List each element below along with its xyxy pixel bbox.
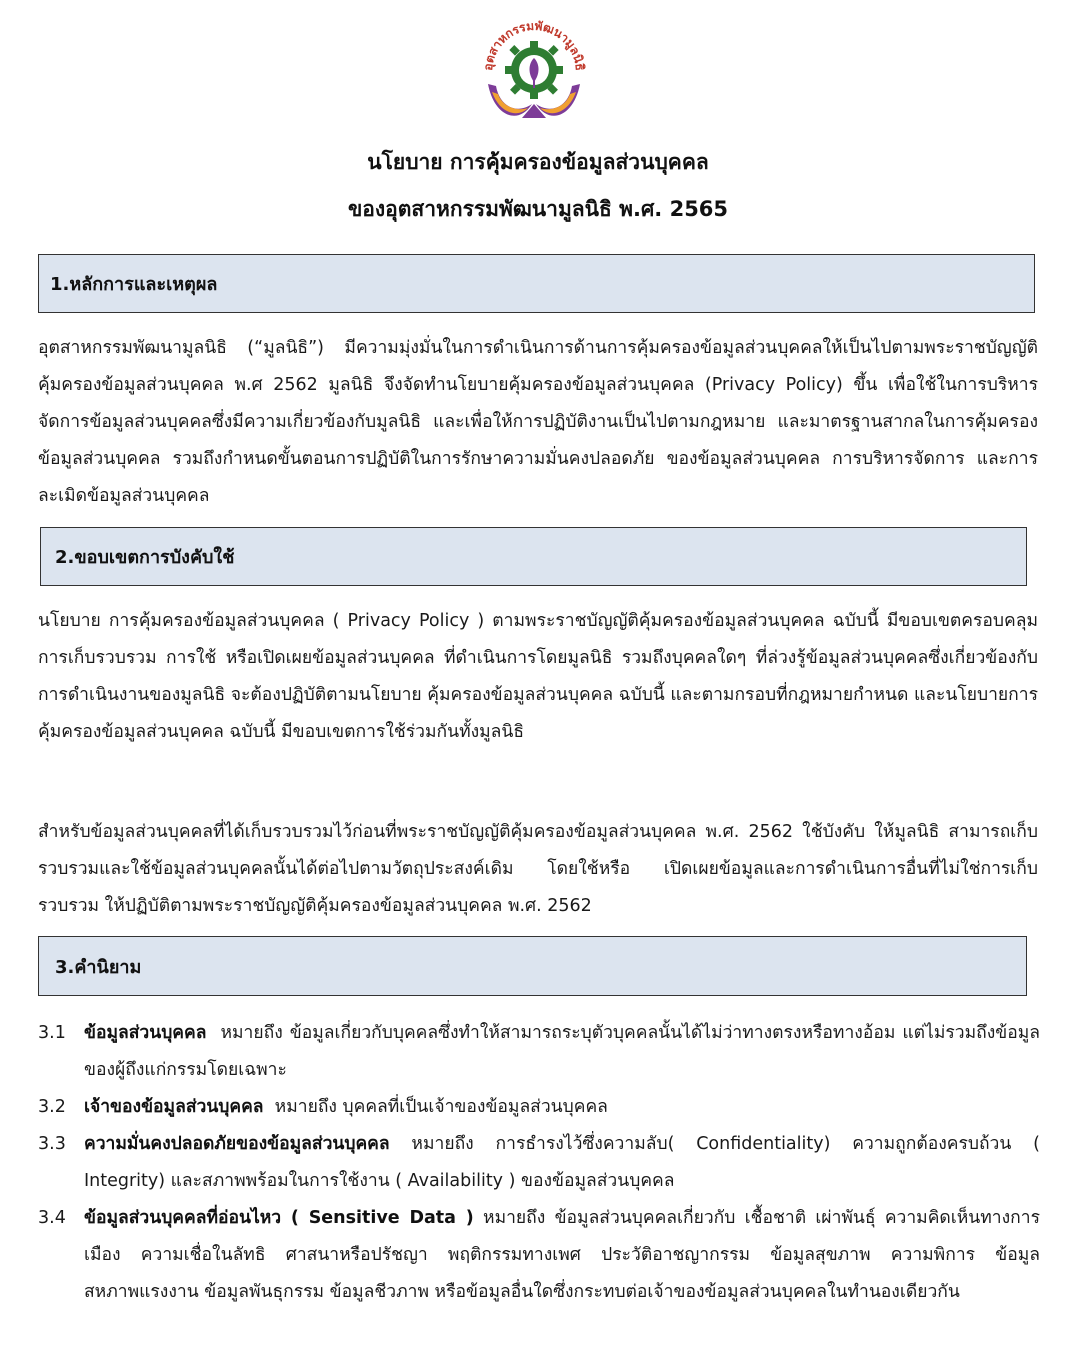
scope-paragraph-1: นโยบาย การคุ้มครองข้อมูลส่วนบุคคล ( Privacy Policy ) ตามพระราชบัญญัติคุ้มครองข้อมูลส่วนบุคคล ฉบับนี้ มีขอบเขตครอบคลุม การเก็บรวบรวม การใช้ หรือเปิดเผยข้อมูลส่วนบุคคล ที่ดำเนินการโดยมูลนิธิ รวมถึงบุคคลใดๆ ที่ล่วงรู้ข้อมูลส่วนบุคคลซึ่งเกี่ยวข้องกับการดำเนินงานของมูลนิธิ จะต้องปฏิบัติตามนโยบาย คุ้มครองข้อมูลส่วนบุคคล ฉบับนี้ และตามกรอบที่กฎหมายกำหนด และนโยบายการคุ้มครองข้อมูลส่วนบุคคล ฉบับนี้ มีขอบเขตการใช้ร่วมกันทั้งมูลนิธิ [38, 611, 1038, 742]
definition-term: เจ้าของข้อมูลส่วนบุคคล [84, 1097, 264, 1117]
definition-item [38, 1015, 1040, 1089]
definition-term: ข้อมูลส่วนบุคคลที่อ่อนไหว ( Sensitive Data ) [84, 1208, 474, 1228]
definition-item [38, 1200, 1040, 1311]
section-heading: 3.คำนิยาม [55, 956, 142, 978]
definition-item [38, 1089, 1040, 1126]
definition-text: หมายถึง การธำรงไว้ซึ่งความลับ( Confidentiality) ความถูกต้องครบถ้วน ( Integrity) และสภาพพร้อมในการใช้งาน ( Availability ) ของข้อมูลส่วนบุคคล [84, 1134, 1040, 1191]
definition-number: 3.4 [38, 1208, 66, 1228]
definition-term: ความมั่นคงปลอดภัยของข้อมูลส่วนบุคคล [84, 1134, 390, 1154]
definition-term: ข้อมูลส่วนบุคคล [84, 1023, 207, 1043]
page-title-line2: ของอุตสาหกรรมพัฒนามูลนิธิ พ.ศ. 2565 [347, 197, 729, 221]
definition-text: หมายถึง บุคคลที่เป็นเจ้าของข้อมูลส่วนบุคคล [274, 1097, 608, 1117]
principles-paragraph: อุตสาหกรรมพัฒนามูลนิธิ (“มูลนิธิ”) มีความมุ่งมั่นในการดำเนินการด้านการคุ้มครองข้อมูลส่วนบุคคลให้เป็นไปตามพระราชบัญญัติคุ้มครองข้อมูลส่วนบุคคล พ.ศ 2562 มูลนิธิ จึงจัดทำนโยบายคุ้มครองข้อมูลส่วนบุคคล (Privacy Policy) ขึ้น เพื่อใช้ในการบริหารจัดการข้อมูลส่วนบุคคลซึ่งมีความเกี่ยวข้องกับมูลนิธิ และเพื่อให้การปฏิบัติงานเป็นไปตามกฎหมาย และมาตรฐานสากลในการคุ้มครองข้อมูลส่วนบุคคล รวมถึงกำหนดขั้นตอนการปฏิบัติในการรักษาความมั่นคงปลอดภัย ของข้อมูลส่วนบุคคล การบริหารจัดการ และการละเมิดข้อมูลส่วนบุคคล [38, 338, 1038, 506]
page-title-line1: นโยบาย การคุ้มครองข้อมูลส่วนบุคคล [367, 150, 709, 174]
definition-number: 3.2 [38, 1097, 66, 1117]
section-header-scope [40, 527, 1027, 586]
definitions-list [38, 1015, 1040, 1311]
definition-number: 3.3 [38, 1134, 66, 1154]
section-heading: 2.ขอบเขตการบังคับใช้ [55, 547, 235, 568]
definition-text: หมายถึง ข้อมูลเกี่ยวกับบุคคลซึ่งทำให้สามารถระบุตัวบุคคลนั้นได้ไม่ว่าทางตรงหรือทางอ้อม แต่ไม่รวมถึงข้อมูลของผู้ถึงแก่กรรมโดยเฉพาะ [84, 1023, 1040, 1080]
section-header-definitions [38, 936, 1027, 996]
section-header-principles [38, 254, 1035, 313]
scope-paragraph-2: สำหรับข้อมูลส่วนบุคคลที่ได้เก็บรวบรวมไว้ก่อนที่พระราชบัญญัติคุ้มครองข้อมูลส่วนบุคคล พ.ศ. 2562 ใช้บังคับ ให้มูลนิธิ สามารถเก็บรวบรวมและใช้ข้อมูลส่วนบุคคลนั้นได้ต่อไปตามวัตถุประสงค์เดิม โดยใช้หรือ เปิดเผยข้อมูลและการดำเนินการอื่นที่ไม่ใช่การเก็บรวบรวม ให้ปฏิบัติตามพระราชบัญญัติคุ้มครองข้อมูลส่วนบุคคล พ.ศ. 2562 [38, 822, 1038, 916]
definition-number: 3.1 [38, 1023, 66, 1043]
definition-item [38, 1126, 1040, 1200]
foundation-logo-icon [478, 14, 590, 134]
definition-text: หมายถึง ข้อมูลส่วนบุคคลเกี่ยวกับ เชื้อชาติ เผ่าพันธุ์ ความคิดเห็นทางการเมือง ความเชื่อในลัทธิ ศาสนาหรือปรัชญา พฤติกรรมทางเพศ ประวัติอาชญากรรม ข้อมูลสุขภาพ ความพิการ ข้อมูลสหภาพแรงงาน ข้อมูลพันธุกรรม ข้อมูลชีวภาพ หรือข้อมูลอื่นใดซึ่งกระทบต่อเจ้าของข้อมูลส่วนบุคคลในทำนองเดียวกัน [84, 1208, 1040, 1302]
logo-text: อุตสาหกรรมพัฒนามูลนิธิ [480, 18, 588, 72]
section-heading: 1.หลักการและเหตุผล [50, 274, 218, 295]
